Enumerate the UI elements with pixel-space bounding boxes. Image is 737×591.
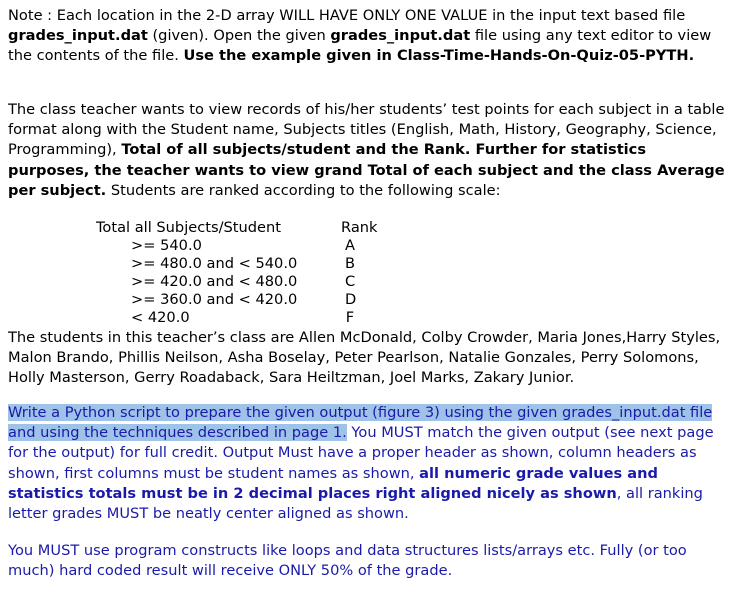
requirements-text-2: Students are ranked according to the following scale: xyxy=(106,181,501,199)
rank-cell: D xyxy=(345,291,357,308)
criteria-header: Total all Subjects/Student xyxy=(96,219,281,236)
students-paragraph: The students in this teacher’s class are Allen McDonald, Colby Crowder, Maria Jones,Harry Styles, Malon Brando, Phillis Neilson, Asha Boselay, Peter Pearlson, Natalie Gonzales, Perry Solomons, Holly Masterson, Gerry Roadaback, Sara Heiltzman, Joel Marks, Zakary Junior. xyxy=(8,329,721,387)
rank-header: Rank xyxy=(341,219,378,236)
grading-note-paragraph: You MUST use program constructs like loops and data structures lists/arrays etc. Fully (or too much) hard coded result will receive ONLY 50% of the grade. xyxy=(8,542,687,580)
criteria-cell: < 420.0 xyxy=(131,309,190,326)
criteria-cell: >= 540.0 xyxy=(131,237,202,254)
note-text-3: file using any text editor to view the contents of the file. xyxy=(8,27,712,65)
highlighted-task-text: Write a Python script to prepare the given output (figure 3) using the given grades_input.dat file and using the techniques described in page 1. xyxy=(8,404,713,442)
note-paragraph xyxy=(8,6,732,67)
requirements-paragraph xyxy=(8,100,732,201)
rank-cell: A xyxy=(345,237,355,254)
rank-cell: F xyxy=(345,309,355,326)
task-text-1: You MUST match the given output (see next page for the output) for full credit. Output Must have a proper header as shown, column headers as shown, first columns must be student names as shown, xyxy=(8,424,714,482)
note-text-2: (given). Open the given xyxy=(147,27,331,45)
criteria-cell: >= 420.0 and < 480.0 xyxy=(131,273,298,290)
criteria-cell: >= 360.0 and < 420.0 xyxy=(131,291,298,308)
task-bold-requirement: all numeric grade values and statistics totals must be in 2 decimal places right aligned nicely as shown xyxy=(8,464,658,502)
requirements-bold: Total of all subjects/student and the Rank. Further for statistics purposes, the teacher wants to view grand Total of each subject and the class Average per subject. xyxy=(8,141,725,199)
rank-cell: C xyxy=(345,273,356,290)
filename-bold-2: grades_input.dat xyxy=(330,27,471,45)
rank-cell: B xyxy=(345,255,356,272)
task-text-2: , all ranking letter grades MUST be neatly center aligned as shown. xyxy=(8,484,703,523)
filename-bold-1: grades_input.dat xyxy=(8,27,148,45)
task-paragraph xyxy=(8,403,732,524)
note-text-1: Note : Each location in the 2-D array WILL HAVE ONLY ONE VALUE in the input text based file xyxy=(8,7,686,24)
criteria-cell: >= 480.0 and < 540.0 xyxy=(131,255,298,272)
requirements-text-1: The class teacher wants to view records of his/her students’ test points for each subject in a table format along with the Student name, Subjects titles (English, Math, History, Geography, Science, Programming), xyxy=(8,101,725,159)
example-reference-bold: Use the example given in Class-Time-Hands-On-Quiz-05-PYTH. xyxy=(183,47,695,65)
